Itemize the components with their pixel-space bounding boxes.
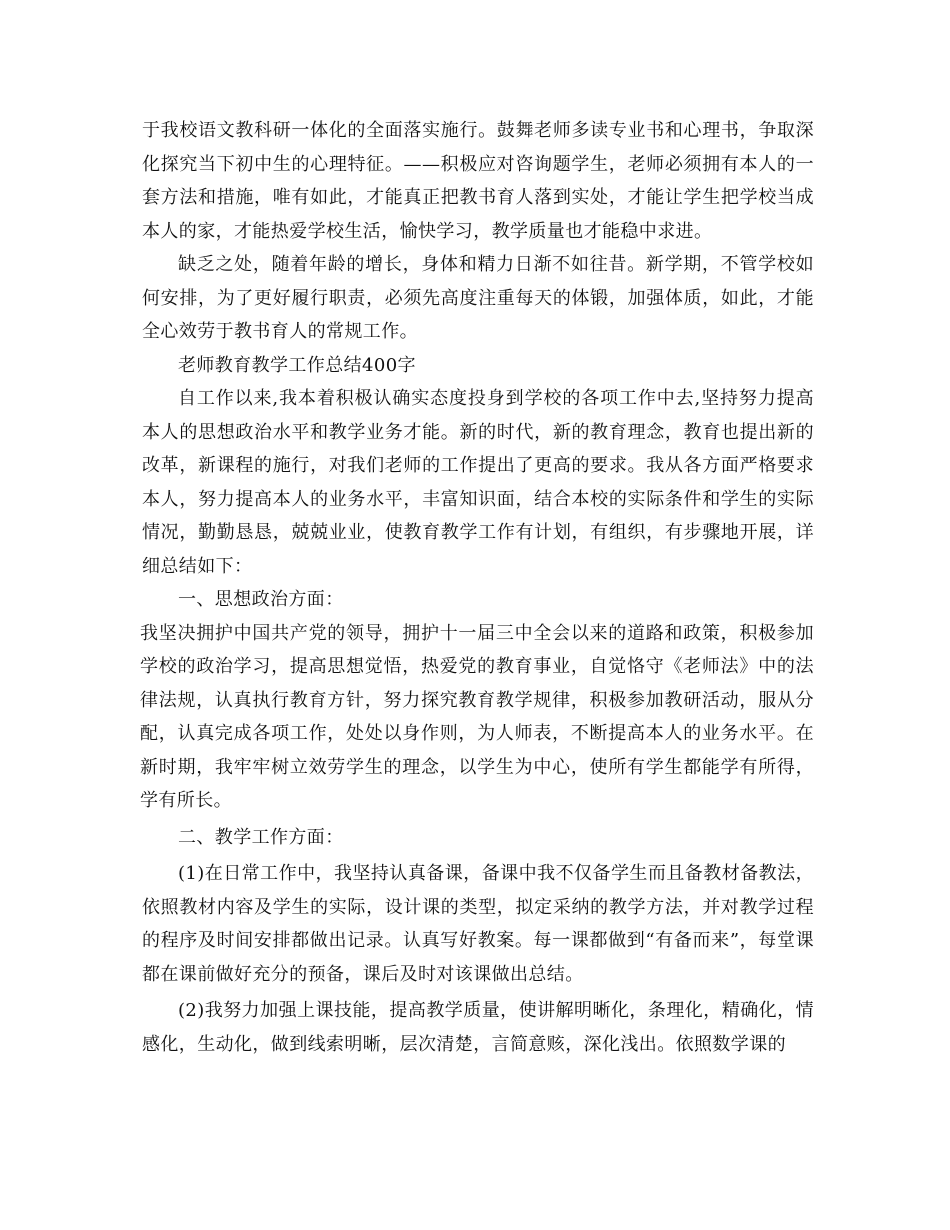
section-title: 老师教育教学工作总结400字 [178, 354, 416, 376]
paragraph-teaching-1: (1)在日常工作中，我坚持认真备课，备课中我不仅备学生而且备教材备教法，依照教材内容及学生的实际，设计课的类型，拟定采纳的教学方法，并对教学过程的程序及时间安排都做出记录。认真写好教案。每一课都做到“有备而来”，每堂课都在课前做好充分的预备，课后及时对该课做出总结。 [142, 863, 814, 985]
heading-political: 一、思想政治方面： [178, 589, 344, 610]
paragraph-continuation: 于我校语文教科研一体化的全面落实施行。鼓舞老师多读专业书和心理书，争取深化探究当下初中生的心理特征。——积极应对咨询题学生，老师必须拥有本人的一套方法和措施，唯有如此，才能真正把教书育人落到实处，才能让学生把学校当成本人的家，才能热爱学校生活，愉快学习，教学质量也才能稳中求进。 [142, 120, 814, 242]
paragraph-shortcomings: 缺乏之处，随着年龄的增长，身体和精力日渐不如往昔。新学期，不管学校如何安排，为了更好履行职责，必须先高度注重每天的体锻，加强体质，如此，才能全心效劳于教书育人的常规工作。 [142, 254, 814, 342]
heading-teaching: 二、教学工作方面： [178, 826, 344, 848]
paragraph-political: 我坚决拥护中国共产党的领导，拥护十一届三中全会以来的道路和政策，积极参加学校的政治学习，提高思想觉悟，热爱党的教育事业，自觉恪守《老师法》中的法律法规，认真执行教育方针，努力探究教育教学规律，积极参加教研活动，服从分配，认真完成各项工作，处处以身作则，为人师表，不断提高本人的业务水平。在新时期，我牢牢树立效劳学生的理念，以学生为中心，使所有学生都能学有所得，学有所长。 [140, 622, 814, 811]
paragraph-teaching-2: (2)我努力加强上课技能，提高教学质量，使讲解明晰化，条理化，精确化，情感化，生动化，做到线索明晰，层次清楚，言简意赅，深化浅出。依照数学课的 [142, 1000, 814, 1055]
paragraph-intro: 自工作以来,我本着积极认确实态度投身到学校的各项工作中去,坚持努力提高本人的思想政治水平和教学业务才能。新的时代，新的教育理念，教育也提出新的改革，新课程的施行，对我们老师的工作提出了更高的要求。我从各方面严格要求本人，努力提高本人的业务水平，丰富知识面，结合本校的实际条件和学生的实际情况，勤勤恳恳，兢兢业业，使教育教学工作有计划，有组织，有步骤地开展，详细总结如下： [142, 388, 814, 577]
document-body [142, 114, 814, 1061]
